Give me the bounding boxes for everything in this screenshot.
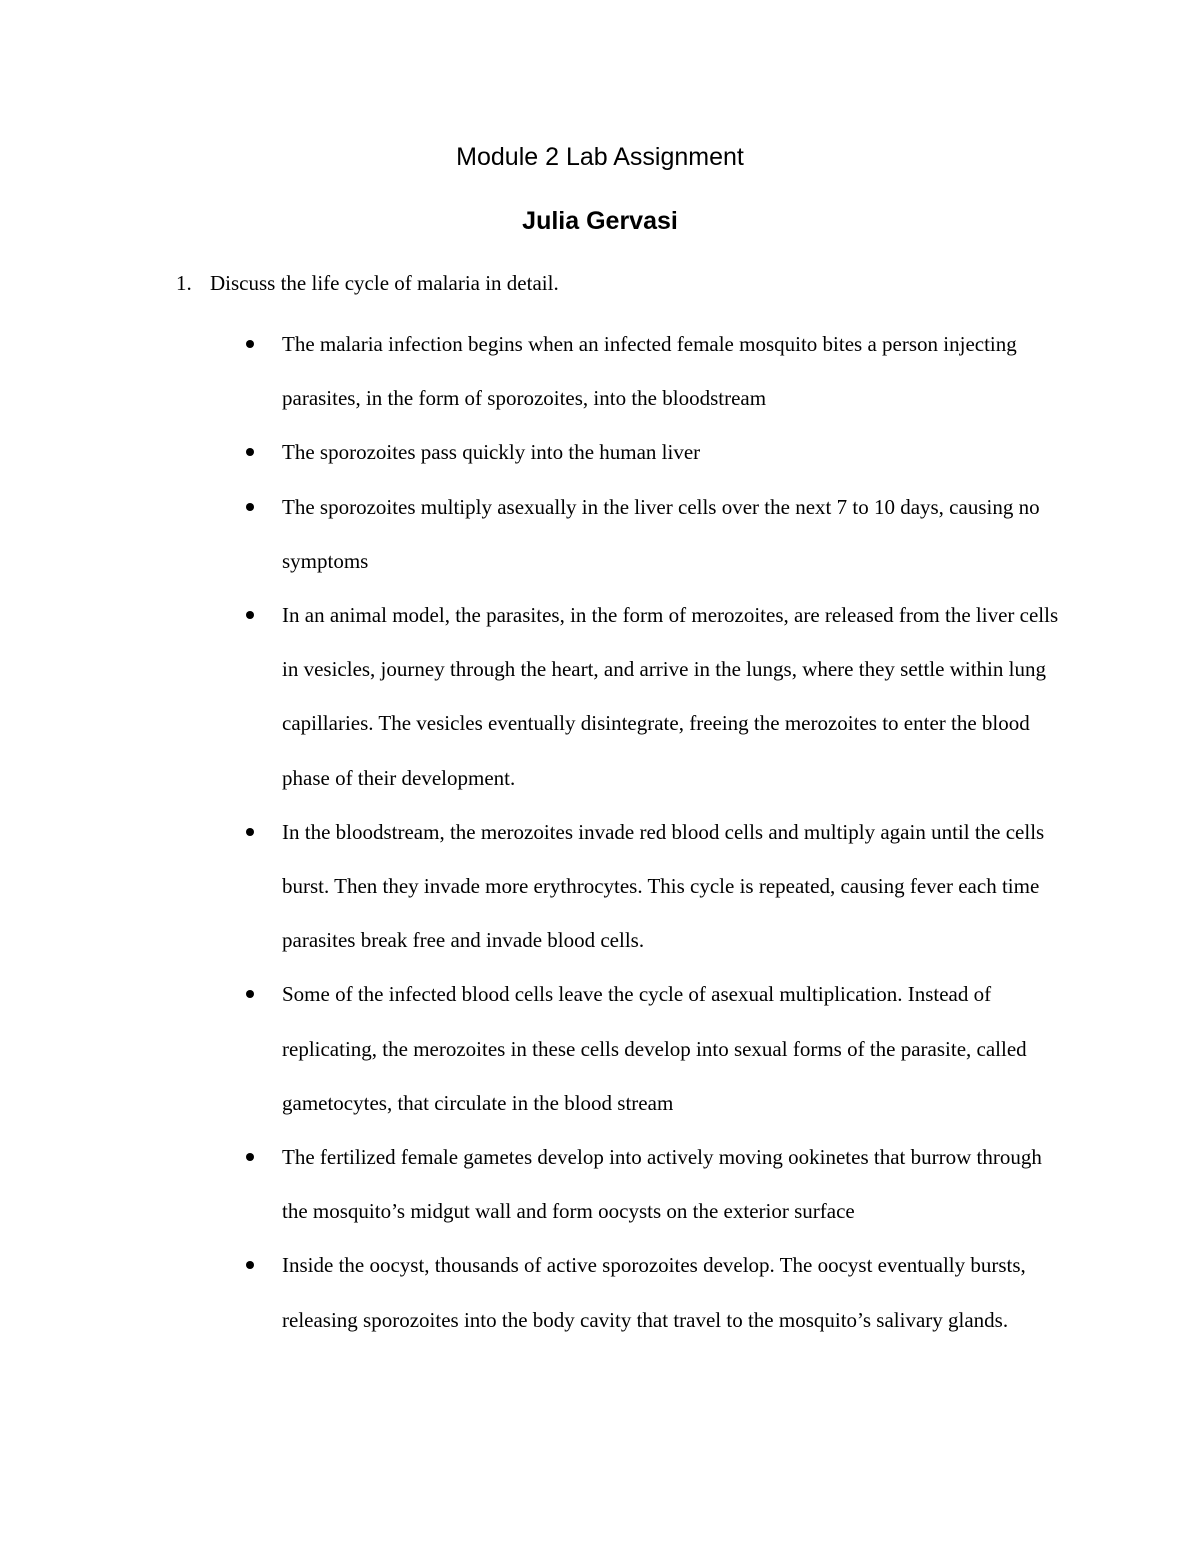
question-text: Discuss the life cycle of malaria in detail. <box>210 271 559 295</box>
bullet-item <box>240 588 1070 805</box>
bullet-dot-icon <box>246 1261 254 1269</box>
bullet-dot-icon <box>246 611 254 619</box>
bullet-item <box>240 1238 1070 1346</box>
bullet-dot-icon <box>246 1153 254 1161</box>
bullet-text: The malaria infection begins when an infected female mosquito bites a person injecting parasites, in the form of sporozoites, into the bloodstream <box>282 332 1017 411</box>
bullet-dot-icon <box>246 828 254 836</box>
bullet-text: The fertilized female gametes develop into actively moving ookinetes that burrow through the mosquito’s midgut wall and form oocysts on the exterior surface <box>282 1145 1042 1224</box>
bullet-dot-icon <box>246 990 254 998</box>
bullet-text: The sporozoites multiply asexually in the liver cells over the next 7 to 10 days, causing no symptoms <box>282 494 1040 573</box>
bullet-item <box>240 425 1070 479</box>
answer-bullet-list <box>240 317 1070 1347</box>
bullet-text: Some of the infected blood cells leave the cycle of asexual multiplication. Instead of replicating, the merozoites in these cells develop into sexual forms of the parasite, called gametocytes, that circulate in the blood stream <box>282 982 1027 1115</box>
bullet-dot-icon <box>246 503 254 511</box>
bullet-text: The sporozoites pass quickly into the human liver <box>282 440 701 465</box>
question-1 <box>176 268 1076 298</box>
bullet-item <box>240 805 1070 968</box>
document-author: Julia Gervasi <box>522 207 678 235</box>
bullet-item <box>240 317 1070 425</box>
bullet-item <box>240 480 1070 588</box>
bullet-text: Inside the oocyst, thousands of active sporozoites develop. The oocyst eventually bursts, releasing sporozoites into the body cavity that travel to the mosquito’s salivary glands. <box>282 1253 1026 1332</box>
question-number: 1. <box>176 271 192 295</box>
bullet-item <box>240 1130 1070 1238</box>
bullet-item <box>240 967 1070 1130</box>
document-title: Module 2 Lab Assignment <box>456 143 744 171</box>
bullet-dot-icon <box>246 448 254 456</box>
bullet-text: In an animal model, the parasites, in the form of merozoites, are released from the liver cells in vesicles, journey through the heart, and arrive in the lungs, where they settle within lung capillaries. The vesicles eventually disintegrate, freeing the merozoites to enter the blood phase of their development. <box>282 603 1059 790</box>
bullet-text: In the bloodstream, the merozoites invade red blood cells and multiply again until the cells burst. Then they invade more erythrocytes. This cycle is repeated, causing fever each time parasites break free and invade blood cells. <box>282 819 1045 953</box>
bullet-dot-icon <box>246 340 254 348</box>
